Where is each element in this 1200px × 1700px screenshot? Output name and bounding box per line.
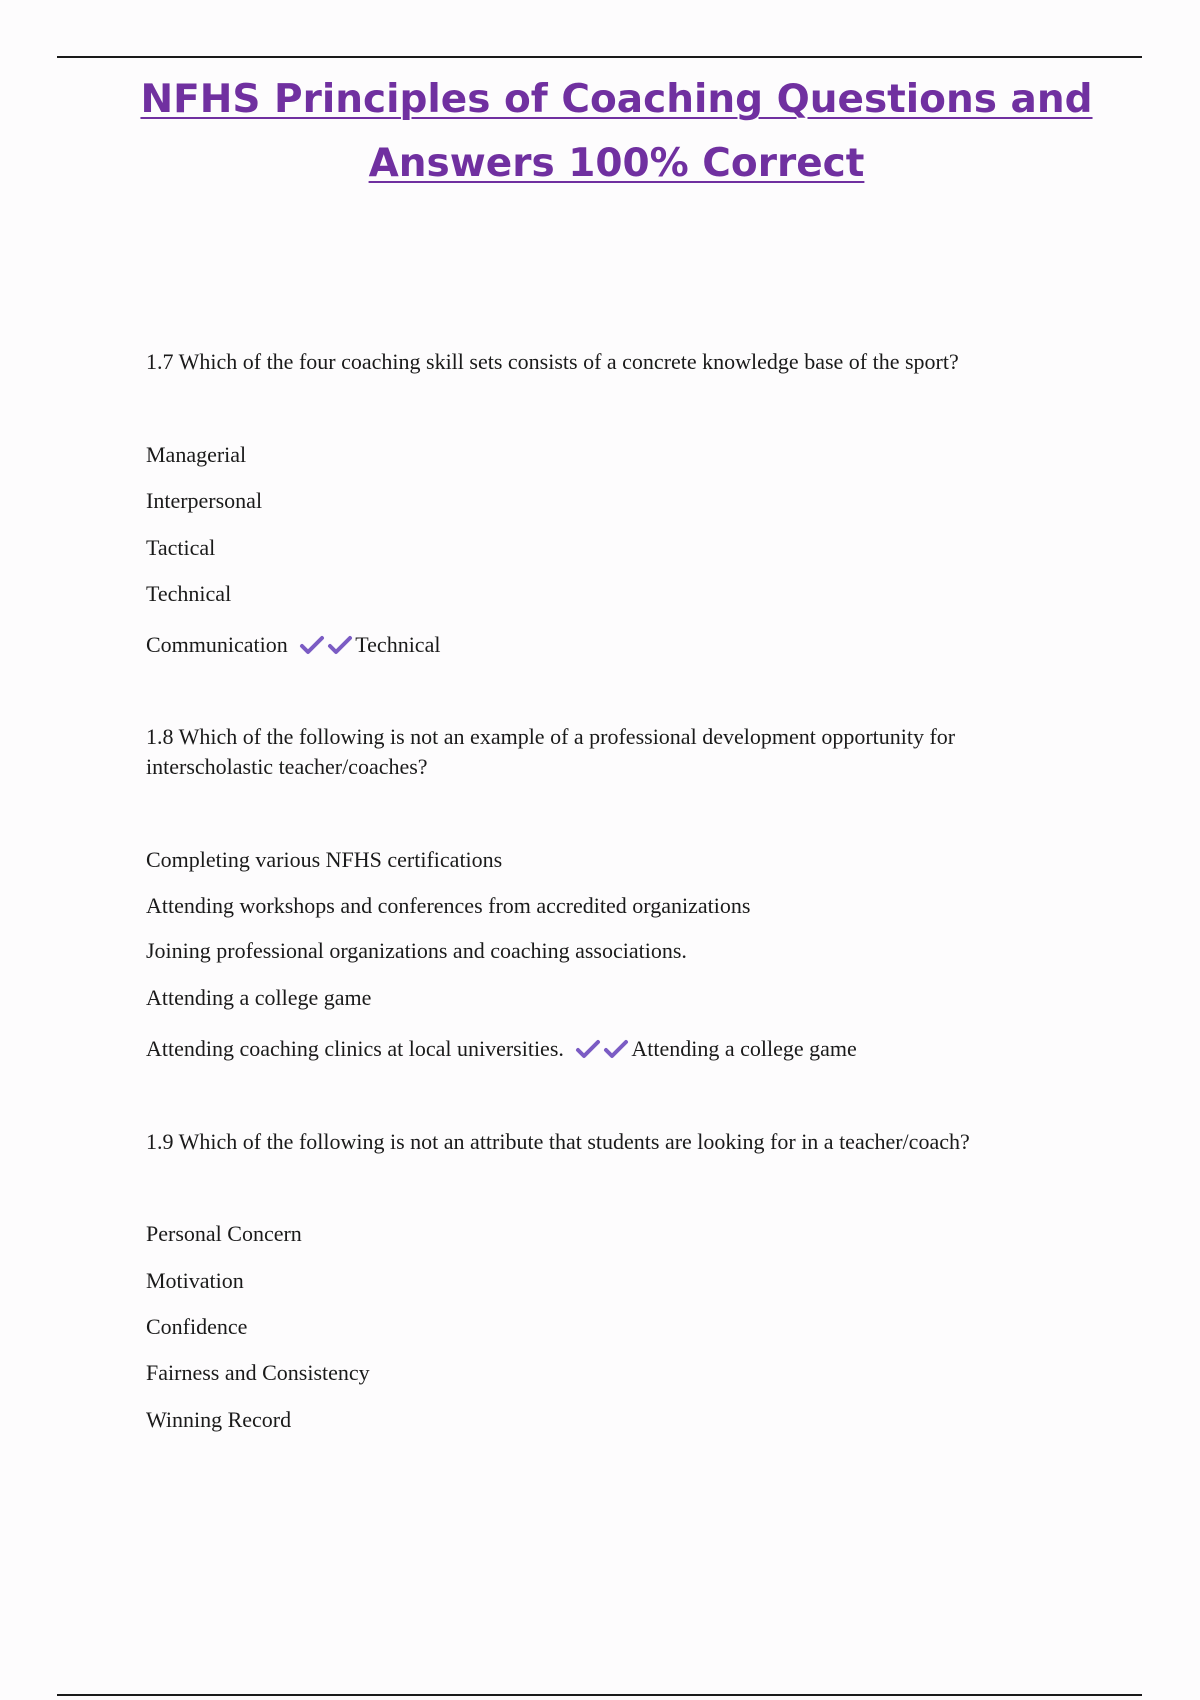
option-1-9-d: Fairness and Consistency [146,1360,370,1385]
answer-1-8: Attending a college game [631,1036,857,1061]
option-1-7-a: Managerial [146,442,247,467]
option-1-8-b: Attending workshops and conferences from accredited organizations [146,893,751,918]
option-1-8-e-with-answer [146,1034,857,1064]
option-1-9-b: Motivation [146,1268,244,1293]
answer-1-7: Technical [355,632,441,657]
check-icon [327,633,355,653]
option-1-7-e-with-answer [146,630,440,660]
check-icon [603,1037,631,1057]
question-1-8: 1.8 Which of the following is not an example of a professional development opportunity for interscholastic teacher/coaches? [146,724,956,779]
question-1-7: 1.7 Which of the four coaching skill sets consists of a concrete knowledge base of the sport? [146,349,959,374]
option-1-7-b: Interpersonal [146,488,263,513]
document-title [0,68,1200,196]
footer-rule [57,1694,1142,1696]
option-1-7-e: Communication [146,632,288,657]
option-1-8-c: Joining professional organizations and coaching associations. [146,938,687,963]
option-1-9-e: Winning Record [146,1407,292,1432]
question-1-9: 1.9 Which of the following is not an attribute that students are looking for in a teacher/coach? [146,1129,970,1154]
check-icon [299,633,327,653]
option-1-7-c: Tactical [146,535,216,560]
option-1-8-e: Attending coaching clinics at local universities. [146,1036,564,1061]
option-1-9-c: Confidence [146,1314,248,1339]
option-1-9-a: Personal Concern [146,1221,302,1246]
header-rule [57,56,1142,58]
title-line-2: Answers 100% Correct [368,141,865,186]
title-line-1: NFHS Principles of Coaching Questions and [140,77,1093,122]
option-1-8-a: Completing various NFHS certifications [146,847,503,872]
check-icon [575,1037,603,1057]
option-1-8-d: Attending a college game [146,985,372,1010]
option-1-7-d: Technical [146,581,232,606]
